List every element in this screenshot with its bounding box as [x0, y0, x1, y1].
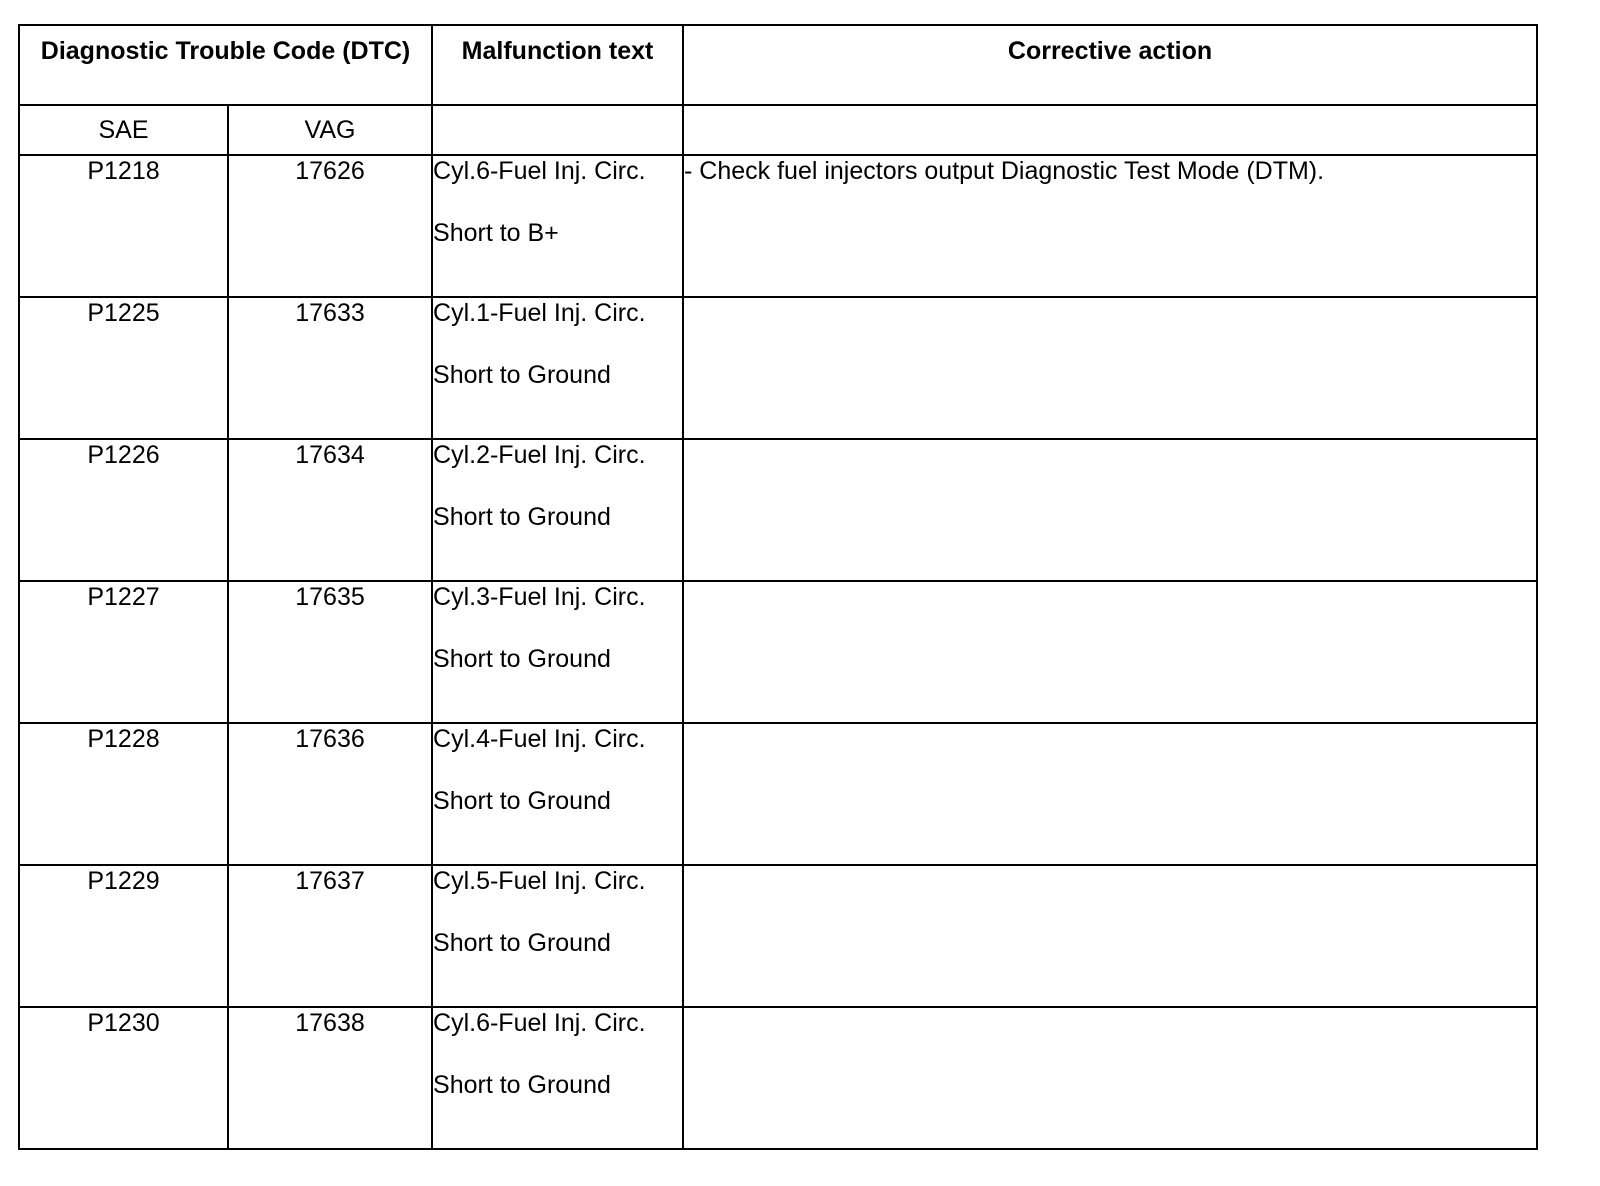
malfunction-condition: Short to Ground: [433, 787, 611, 815]
corrective-action: [683, 723, 1537, 865]
sae-code: P1230: [19, 1007, 228, 1149]
sae-code: P1226: [19, 439, 228, 581]
malfunction-circuit: Cyl.4-Fuel Inj. Circ.: [433, 725, 646, 753]
malfunction-cell: [432, 439, 683, 581]
malfunction-cell: [432, 865, 683, 1007]
table-row: [19, 581, 1537, 723]
table-row: [19, 865, 1537, 1007]
header-row: [19, 25, 1537, 105]
vag-code: 17626: [228, 155, 432, 297]
malfunction-cell: [432, 1007, 683, 1149]
malfunction-condition: Short to Ground: [433, 645, 611, 673]
malfunction-header: Malfunction text: [432, 25, 683, 105]
malfunction-circuit: Cyl.6-Fuel Inj. Circ.: [433, 157, 646, 185]
malfunction-condition: Short to B+: [433, 219, 559, 247]
table-row: [19, 723, 1537, 865]
malfunction-condition: Short to Ground: [433, 929, 611, 957]
corrective-action: [683, 1007, 1537, 1149]
malfunction-circuit: Cyl.2-Fuel Inj. Circ.: [433, 441, 646, 469]
malfunction-condition: Short to Ground: [433, 1071, 611, 1099]
table-row: [19, 155, 1537, 297]
corrective-action: [683, 297, 1537, 439]
sae-header: SAE: [19, 105, 228, 155]
table-row: [19, 1007, 1537, 1149]
corrective-action: [683, 439, 1537, 581]
dtc-header: Diagnostic Trouble Code (DTC): [19, 25, 432, 105]
sae-code: P1229: [19, 865, 228, 1007]
table-row: [19, 297, 1537, 439]
corrective-header: Corrective action: [683, 25, 1537, 105]
vag-code: 17635: [228, 581, 432, 723]
vag-code: 17636: [228, 723, 432, 865]
sae-code: P1228: [19, 723, 228, 865]
malfunction-circuit: Cyl.1-Fuel Inj. Circ.: [433, 299, 646, 327]
malfunction-cell: [432, 723, 683, 865]
vag-header: VAG: [228, 105, 432, 155]
vag-code: 17637: [228, 865, 432, 1007]
table-row: [19, 439, 1537, 581]
malfunction-circuit: Cyl.3-Fuel Inj. Circ.: [433, 583, 646, 611]
dtc-table: [18, 24, 1538, 1150]
subheader-empty-cell: [683, 105, 1537, 155]
vag-code: 17634: [228, 439, 432, 581]
malfunction-circuit: Cyl.6-Fuel Inj. Circ.: [433, 1009, 646, 1037]
malfunction-cell: [432, 297, 683, 439]
corrective-action: - Check fuel injectors output Diagnostic Test Mode (DTM).: [683, 155, 1537, 297]
malfunction-condition: Short to Ground: [433, 503, 611, 531]
malfunction-condition: Short to Ground: [433, 361, 611, 389]
sae-code: P1225: [19, 297, 228, 439]
vag-code: 17633: [228, 297, 432, 439]
subheader-empty-cell: [432, 105, 683, 155]
corrective-action: [683, 865, 1537, 1007]
malfunction-cell: [432, 581, 683, 723]
malfunction-circuit: Cyl.5-Fuel Inj. Circ.: [433, 867, 646, 895]
malfunction-cell: [432, 155, 683, 297]
vag-code: 17638: [228, 1007, 432, 1149]
sae-code: P1218: [19, 155, 228, 297]
sae-code: P1227: [19, 581, 228, 723]
corrective-action: [683, 581, 1537, 723]
subheader-row: [19, 105, 1537, 155]
